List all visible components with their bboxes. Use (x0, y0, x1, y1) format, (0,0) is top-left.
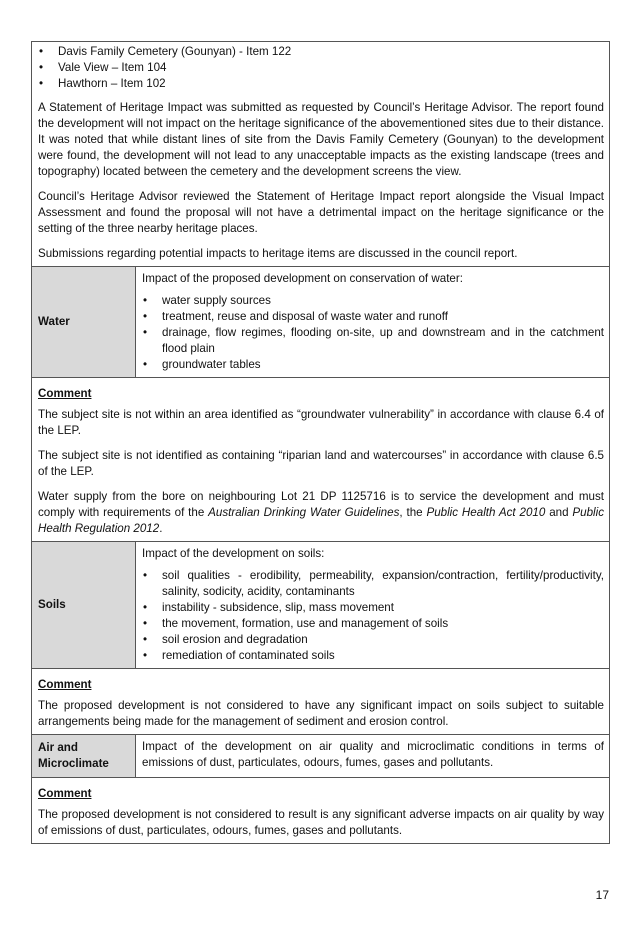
page-number: 17 (595, 888, 609, 902)
comment-heading: Comment (38, 787, 92, 800)
soils-row (32, 542, 609, 669)
paragraph: The proposed development is not considered to result is any significant adverse impacts on air quality by way of emissions of dust, particulates, odours, fumes, gases and pollutants. (38, 808, 604, 837)
row-label-soils: Soils (32, 542, 136, 668)
heritage-section (32, 42, 609, 267)
list-item: • Vale View – Item 104 (38, 60, 604, 76)
row-intro: Impact of the proposed development on conservation of water: (142, 272, 463, 285)
list-item: • soil erosion and degradation (142, 632, 604, 648)
water-comment (32, 378, 609, 542)
comment-heading: Comment (38, 678, 92, 691)
list-item: • water supply sources (142, 293, 604, 309)
list-item: • treatment, reuse and disposal of waste water and runoff (142, 309, 604, 325)
row-body-soils (136, 542, 609, 668)
paragraph: Council’s Heritage Advisor reviewed the Statement of Heritage Impact report alongside the Visual Impact Assessment and found the proposal will not have a detrimental impact on the heritage significance or the setting of the three nearby heritage places. (38, 190, 604, 235)
air-comment (32, 778, 609, 843)
paragraph: Submissions regarding potential impacts to heritage items are discussed in the council report. (38, 247, 518, 260)
paragraph: A Statement of Heritage Impact was submitted as requested by Council’s Heritage Advisor. The report found the development will not impact on the heritage significance of the abovementioned sites due to their distance. It was noted that while distant lines of site from the Davis Family Cemetery (Gounyan) to the development were found, the development will not lead to any unacceptable impacts as the existing landscape (trees and topography) located between the cemetery and the development screens the view. (38, 101, 604, 178)
list-item: • instability - subsidence, slip, mass movement (142, 600, 604, 616)
soils-comment (32, 669, 609, 735)
row-intro: Impact of the development on air quality and microclimatic conditions in terms of emissions of dust, particulates, odours, fumes, gases and pollutants. (142, 740, 604, 769)
list-item: • groundwater tables (142, 357, 604, 373)
list-item: • Hawthorn – Item 102 (38, 76, 604, 92)
air-row (32, 735, 609, 778)
list-item: • soil qualities - erodibility, permeability, expansion/contraction, fertility/productivity, salinity, sodicity, acidity, contaminants (142, 568, 604, 600)
paragraph: The subject site is not within an area identified as “groundwater vulnerability” in accordance with clause 6.4 of the LEP. (38, 408, 604, 437)
paragraph: The proposed development is not considered to have any significant impact on soils subject to suitable arrangements being made for the management of sediment and erosion control. (38, 699, 604, 728)
citation: Public Health Regulation 2012 (38, 506, 604, 535)
list-item: • drainage, flow regimes, flooding on-site, up and downstream and in the catchment flood plain (142, 325, 604, 357)
citation: Public Health Act 2010 (426, 506, 546, 519)
comment-heading: Comment (38, 387, 92, 400)
assessment-table (31, 41, 610, 844)
list-item: • remediation of contaminated soils (142, 648, 604, 664)
paragraph: Water supply from the bore on neighbouring Lot 21 DP 1125716 is to service the development and must comply with requirements of the Australian Drinking Water Guidelines, the Public Health Act 2010 and Public Health Regulation 2012. (38, 490, 604, 535)
row-intro: Impact of the development on soils: (142, 547, 325, 560)
row-label-air: Air and Microclimate (32, 735, 136, 777)
heritage-item-list (38, 44, 604, 92)
criteria-list (142, 568, 604, 664)
paragraph: The subject site is not identified as containing “riparian land and watercourses” in accordance with clause 6.5 of the LEP. (38, 449, 604, 478)
citation: Australian Drinking Water Guidelines (208, 506, 400, 519)
list-item: • Davis Family Cemetery (Gounyan) - Item 122 (38, 44, 604, 60)
row-label-water: Water (32, 267, 136, 377)
criteria-list (142, 293, 604, 373)
list-item: • the movement, formation, use and management of soils (142, 616, 604, 632)
row-body-water (136, 267, 609, 377)
water-row (32, 267, 609, 378)
row-body-air (136, 735, 609, 777)
